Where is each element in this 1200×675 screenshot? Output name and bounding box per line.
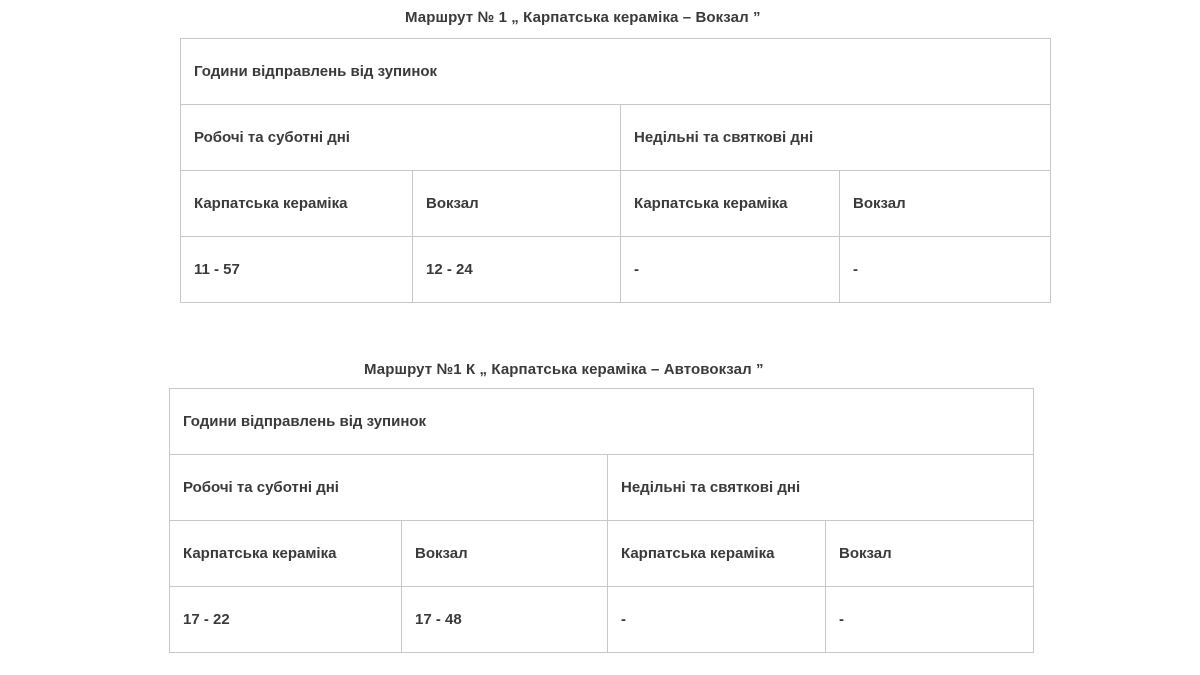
- stop-header-station-holidays: Вокзал: [840, 171, 1051, 237]
- stop-header-station-holidays: Вокзал: [826, 521, 1034, 587]
- time-cell: 11 - 57: [181, 237, 413, 303]
- stop-header-ceramics-holidays: Карпатська кераміка: [621, 171, 840, 237]
- stops-row: [181, 171, 1051, 237]
- time-cell: 17 - 22: [170, 587, 402, 653]
- stop-header-ceramics-weekdays: Карпатська кераміка: [170, 521, 402, 587]
- table-header-row: [181, 39, 1051, 105]
- stops-row: [170, 521, 1034, 587]
- stop-header-station-weekdays: Вокзал: [413, 171, 621, 237]
- route-2-title: Маршрут №1 К „ Карпатська кераміка – Автовокзал ”: [364, 361, 764, 378]
- time-cell: -: [621, 237, 840, 303]
- route-2-schedule-table: [169, 388, 1034, 653]
- route-1-title: Маршрут № 1 „ Карпатська кераміка – Вокзал ”: [405, 9, 761, 26]
- table-row: [170, 587, 1034, 653]
- stop-header-station-weekdays: Вокзал: [402, 521, 608, 587]
- table-header-row: [170, 389, 1034, 455]
- stop-header-ceramics-weekdays: Карпатська кераміка: [181, 171, 413, 237]
- holidays-header: Недільні та святкові дні: [621, 105, 1051, 171]
- table-row: [181, 237, 1051, 303]
- holidays-header: Недільні та святкові дні: [608, 455, 1034, 521]
- time-cell: -: [840, 237, 1051, 303]
- departure-times-header: Години відправлень від зупинок: [181, 39, 1051, 105]
- departure-times-header: Години відправлень від зупинок: [170, 389, 1034, 455]
- time-cell: 17 - 48: [402, 587, 608, 653]
- weekdays-header: Робочі та суботні дні: [181, 105, 621, 171]
- weekdays-header: Робочі та суботні дні: [170, 455, 608, 521]
- time-cell: -: [826, 587, 1034, 653]
- day-type-row: [170, 455, 1034, 521]
- route-1-schedule-table: [180, 38, 1051, 303]
- time-cell: -: [608, 587, 826, 653]
- day-type-row: [181, 105, 1051, 171]
- stop-header-ceramics-holidays: Карпатська кераміка: [608, 521, 826, 587]
- time-cell: 12 - 24: [413, 237, 621, 303]
